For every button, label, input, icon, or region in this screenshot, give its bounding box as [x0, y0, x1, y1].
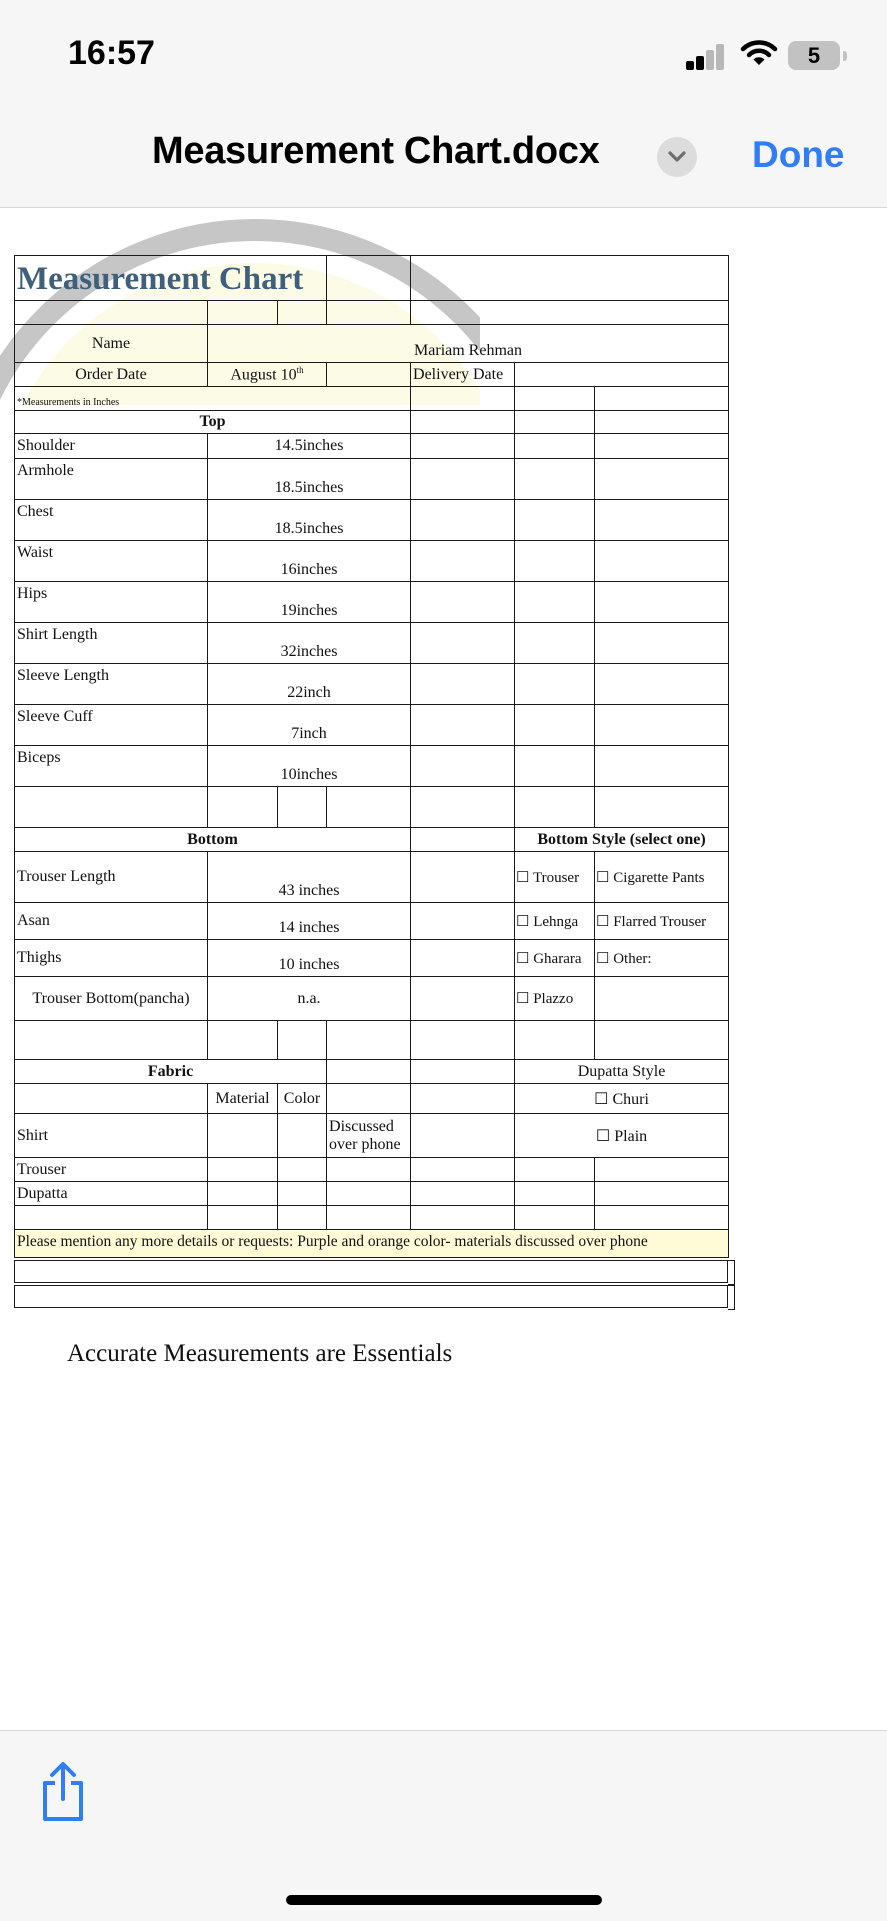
- bottom-toolbar: [0, 1730, 887, 1921]
- measurement-label: Trouser Bottom(pancha): [15, 977, 208, 1021]
- measurement-value: 10 inches: [208, 940, 411, 977]
- measurement-value: 18.5inches: [208, 500, 411, 541]
- bottom-style-option[interactable]: ☐ Plazzo: [515, 977, 595, 1021]
- bottom-style-option[interactable]: ☐ Lehnga: [515, 903, 595, 940]
- details-line: [14, 1260, 728, 1283]
- top-section-heading: Top: [15, 411, 411, 434]
- measurement-label: Chest: [15, 500, 208, 541]
- dupatta-style-option[interactable]: ☐ Churi: [515, 1084, 729, 1114]
- measurement-value: 19inches: [208, 582, 411, 623]
- bottom-style-heading: Bottom Style (select one): [515, 828, 729, 852]
- measurement-label: Thighs: [15, 940, 208, 977]
- chart-title: Measurement Chart: [15, 256, 327, 301]
- measurement-unit-note: *Measurements in Inches: [15, 387, 411, 411]
- measurement-value: 32inches: [208, 623, 411, 664]
- measurement-label: Shirt Length: [15, 623, 208, 664]
- fabric-row-label: Dupatta: [15, 1182, 208, 1206]
- measurement-value: 16inches: [208, 541, 411, 582]
- document-title[interactable]: Measurement Chart.docx: [152, 130, 600, 172]
- name-value: Mariam Rehman: [208, 325, 729, 363]
- measurement-label: Hips: [15, 582, 208, 623]
- measurement-label: Waist: [15, 541, 208, 582]
- name-label: Name: [15, 325, 208, 363]
- dupatta-style-heading: Dupatta Style: [515, 1060, 729, 1084]
- battery-cap: [843, 51, 847, 61]
- measurement-value: 14 inches: [208, 903, 411, 940]
- bottom-section-heading: Bottom: [15, 828, 411, 852]
- measurement-label: Armhole: [15, 459, 208, 500]
- status-time: 16:57: [68, 34, 155, 72]
- cellular-signal-icon: [686, 42, 726, 70]
- bottom-style-option[interactable]: ☐ Cigarette Pants: [595, 852, 729, 903]
- measurement-label: Shoulder: [15, 434, 208, 459]
- measurement-value: 22inch: [208, 664, 411, 705]
- bottom-style-option[interactable]: ☐ Trouser: [515, 852, 595, 903]
- measurement-value: 7inch: [208, 705, 411, 746]
- share-icon[interactable]: [38, 1761, 88, 1828]
- measurement-label: Sleeve Cuff: [15, 705, 208, 746]
- measurement-value: n.a.: [208, 977, 411, 1021]
- measurement-label: Biceps: [15, 746, 208, 787]
- battery-icon: 5: [788, 41, 840, 70]
- dupatta-style-option[interactable]: ☐ Plain: [515, 1114, 729, 1158]
- measurement-value: 10inches: [208, 746, 411, 787]
- footer-note: Accurate Measurements are Essentials: [67, 1340, 453, 1367]
- fabric-row-label: Shirt: [15, 1114, 208, 1158]
- color-column-header: Color: [278, 1084, 327, 1114]
- chevron-down-icon[interactable]: [657, 137, 697, 177]
- measurement-value: 14.5inches: [208, 434, 411, 459]
- measurement-label: Trouser Length: [15, 852, 208, 903]
- measurement-value: 18.5inches: [208, 459, 411, 500]
- fabric-section-heading: Fabric: [15, 1060, 327, 1084]
- measurement-chart-table: [14, 255, 729, 1258]
- home-indicator: [286, 1895, 602, 1905]
- bottom-style-option[interactable]: ☐ Gharara: [515, 940, 595, 977]
- order-date-label: Order Date: [15, 363, 208, 387]
- details-line: [14, 1285, 728, 1308]
- done-button[interactable]: Done: [752, 134, 845, 175]
- bottom-style-option[interactable]: ☐ Flarred Trouser: [595, 903, 729, 940]
- status-bar: [0, 0, 887, 110]
- wifi-icon: [740, 38, 778, 73]
- bottom-style-option[interactable]: ☐ Other:: [595, 940, 729, 977]
- fabric-row-label: Trouser: [15, 1158, 208, 1182]
- material-column-header: Material: [208, 1084, 278, 1114]
- shirt-fabric-note: Discussed over phone: [327, 1114, 411, 1158]
- details-request-text: Please mention any more details or requests: Purple and orange color- materials discussed over phone: [15, 1230, 729, 1258]
- measurement-label: Sleeve Length: [15, 664, 208, 705]
- measurement-label: Asan: [15, 903, 208, 940]
- delivery-date-label: Delivery Date: [411, 363, 515, 387]
- order-date-value: August 10th: [208, 363, 327, 387]
- document-nav-bar: [0, 110, 887, 208]
- measurement-value: 43 inches: [208, 852, 411, 903]
